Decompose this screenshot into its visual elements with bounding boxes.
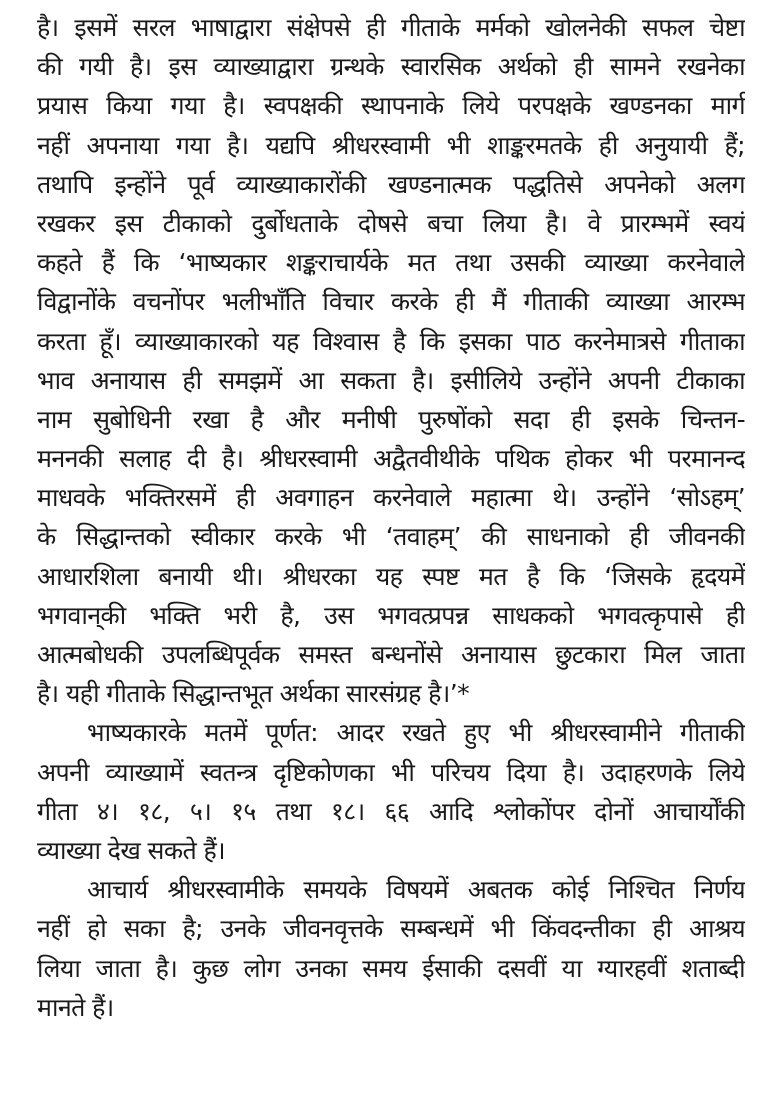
text-line: आत्मबोधकी उपलब्धिपूर्वक समस्त बन्धनोंसे अनायास छुटकारा मिल जाता [37,640,745,669]
document-page [37,8,745,1027]
text-line: नाम सुबोधिनी रखा है और मनीषी पुरुषोंको सदा ही इसके चिन्तन- [37,404,745,434]
text-line: रखकर इस टीकाको दुर्बोधताके दोषसे बचा लिया है। वे प्रारम्भमें स्वयं [37,208,745,238]
text-line: गीता ४। १८, ५। १५ तथा १८। ६६ आदि श्लोकोंपर दोनों आचार्योंकी [37,796,745,826]
text-line: अपनी व्याख्यामें स्वतन्त्र दृष्टिकोणका भी परिचय दिया है। उदाहरणके लिये [37,757,745,787]
text-line: नहीं अपनाया गया है। यद्यपि श्रीधरस्वामी भी शाङ्करमतके ही अनुयायी हैं; [37,130,745,160]
text-line: कहते हैं कि ‘भाष्यकार शङ्कराचार्यके मत तथा उसकी व्याख्या करनेवाले [37,248,745,278]
text-line: भगवान्‌की भक्ति भरी है, उस भगवत्प्रपन्न साधकको भगवत्कृपासे ही [37,600,745,630]
text-line: नहीं हो सका है; उनके जीवनवृत्तके सम्बन्धमें भी किंवदन्तीका ही आश्रय [37,914,745,944]
text-line: मानते हैं। [37,992,114,1022]
text-line: विद्वानोंके वचनोंपर भलीभाँति विचार करके ही मैं गीताकी व्याख्या आरम्भ [37,287,745,317]
text-line-with-footnote-marker: है। यही गीताके सिद्धान्तभूत अर्थका सारसंग्रह है।’* [37,679,469,709]
text-line: माधवके भक्तिरसमें ही अवगाहन करनेवाले महात्मा थे। उन्होंने ‘सोऽहम्’ [37,483,745,513]
text-line: की गयी है। इस व्याख्याद्वारा ग्रन्थके स्वारसिक अर्थको ही सामने रखनेका [37,52,745,82]
paragraph-3 [37,870,745,1027]
text-line: तथापि इन्होंने पूर्व व्याख्याकारोंकी खण्डनात्मक पद्धतिसे अपनेको अलग [37,169,745,199]
text-line: लिया जाता है। कुछ लोग उनका समय ईसाकी दसवीं या ग्यारहवीं शताब्दी [37,953,745,983]
text-line: भाष्यकारके मतमें पूर्णत: आदर रखते हुए भी श्रीधरस्वामीने गीताकी [87,718,745,748]
text-line: भाव अनायास ही समझमें आ सकता है। इसीलिये उन्होंने अपनी टीकाका [37,365,745,395]
text-line: करता हूँ। व्याख्याकारको यह विश्वास है कि इसका पाठ करनेमात्रसे गीताका [37,326,745,356]
paragraph-2 [37,713,745,870]
paragraph-1 [37,8,745,713]
text-line: मननकी सलाह दी है। श्रीधरस्वामी अद्वैतवीथीके पथिक होकर भी परमानन्द [37,444,745,474]
text-line: प्रयास किया गया है। स्वपक्षकी स्थापनाके लिये परपक्षके खण्डनका मार्ग [37,91,745,121]
text-line: व्याख्या देख सकते हैं। [37,835,225,865]
text-line: के सिद्धान्तको स्वीकार करके भी ‘तवाहम्’ की साधनाको ही जीवनकी [37,522,745,552]
text-line: आचार्य श्रीधरस्वामीके समयके विषयमें अबतक कोई निश्चित निर्णय [87,875,745,905]
text-line: आधारशिला बनायी थी। श्रीधरका यह स्पष्ट मत है कि ‘जिसके हृदयमें [37,561,745,591]
text-line: है। इसमें सरल भाषाद्वारा संक्षेपसे ही गीताके मर्मको खोलनेकी सफल चेष्टा [37,13,745,42]
